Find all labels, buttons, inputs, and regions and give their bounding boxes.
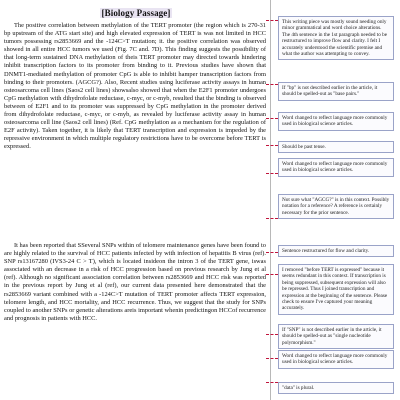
comment-connector — [266, 84, 278, 86]
comment-2[interactable]: If "bp" is not described earlier in the article, it should be spelled-out as "base pairs." — [278, 82, 394, 101]
comment-1[interactable]: This writing piece was mostly sound needing only minor grammatical and word choice alterations. The 4th sentence in the 1st paragraph needed to be restructured to improve flow and clarity. I felt I accurately understood the scientific premise and what the author was attempting to convey. — [278, 16, 394, 60]
comment-connector — [266, 382, 278, 384]
paragraph-1: The positive correlation between methylation of the TERT promoter (the region which is 270-31 bp upstream of the ATG start site) and high elevated expression of TERT is was not limited in HCC tumors possessing rs2853669 and the -124C>T mutation; it. the positive correlation was observed showed in all entire HCC tumors we used (Fig. 7C and. 7D). This finding suggests the possibility of that long-term sustained DNA methylation of theis TERT promoter may directed towards hindering inhibit transcription factors to its promoter from binding to it. Previous studies have shown that DNMT1-mediated methylation of promoter CpG is able to inhibit hamper transcription factors from binding to their promoters. (AGCG?). Also, Recent studies using luciferase activity assays in human osteosarcoma cell lines (Saos2 cell lines) showsalso showed that when the E2F1 promoter undergoes CpG methylation with dihydrofolate reductase, c-myc, or c-myb, resulted that the binding is observed between of E2F1 and to its promoter was suppressed by CpG methylation in the promoter derived from dihydrofolate reductase, c-myc, or c-myb, as revealed by luciferase activity assay in human osteosarcoma cell line (Saos2 cell lines) (Ref. CpG methylation as a mechanism for the regulation of E2F activity). Taken together, it is likely that TERT transcription and expression is impeded by the repressive environment in which multiple regulatory restrictions have to be overcome before TERT is expressed. — [4, 22, 266, 151]
comment-10[interactable]: Word changed to reflect language more commonly used in biological science articles. — [278, 350, 394, 369]
comment-5[interactable]: Word changed to reflect language more commonly used in biological science articles. — [278, 158, 394, 177]
comment-connector — [266, 334, 278, 336]
passage-title-text: [Biology Passage] — [101, 8, 171, 18]
comment-11[interactable]: "data" is plural. — [278, 382, 394, 394]
comment-8[interactable]: I removed "before TERT is expressed" because it seems redundant in this context. If transcription is being suppressed, subsequent expression will also be repressed. Thus I joined transcription and expression at the beginning of the sentence. Please check to ensure I've captured your meaning accurately. — [278, 264, 394, 315]
comment-6[interactable]: Not sure what "AGCG?" is in this context. Possibly notation for a reference? A reference is certainly necessary for the prior sentence. — [278, 194, 394, 219]
document-body — [4, 6, 268, 398]
comment-connector — [266, 358, 278, 360]
margin-divider — [270, 0, 271, 400]
paragraph-2: It has been reported that SSeveral SNPs within of telomere maintenance genes have been found to are highly related to the survival of HCC patients infected by with infection of hepatitis B virus (ref). SNP rs13167280 (IVS3-24 C > T), which is located insideon the intron 3 of the TERT gene, iswas associated with an decrease in a risk of HCC progression based on previous research by Jung et al (ref). Although no significant association correlation between rs2853669 and HCC risk was reported in the previous report by Jung et al (ref), our current data presented here demonstrated that the rs2853669 variant combined with a -124C>T mutation of TERT promoter affects TERT expression, telomere length, and HCC mortality, and HCC recurrence. Thus, we suggest that the study for SNPs coupled to another SNPs or genetic alterations areis important whenin predictingon HCCof recurrence and prognosis in patients with HCC. — [4, 242, 266, 322]
comment-connector — [266, 173, 278, 175]
comment-9[interactable]: If "SNP" is not described earlier in the article, it should be spelled-out as "single nucleotide polymorphism." — [278, 324, 394, 349]
passage-title — [4, 8, 268, 18]
comment-connector — [266, 274, 278, 276]
comment-connector — [266, 218, 278, 220]
comment-connector — [266, 145, 278, 147]
comment-connector — [266, 118, 278, 120]
comment-3[interactable]: Word changed to reflect language more commonly used in biological science articles. — [278, 112, 394, 131]
comment-connector — [266, 20, 278, 22]
comment-7[interactable]: Sentence restructured for flow and clarity. — [278, 245, 394, 257]
comment-4[interactable]: Should be past tense. — [278, 141, 394, 153]
comment-connector — [266, 252, 278, 254]
